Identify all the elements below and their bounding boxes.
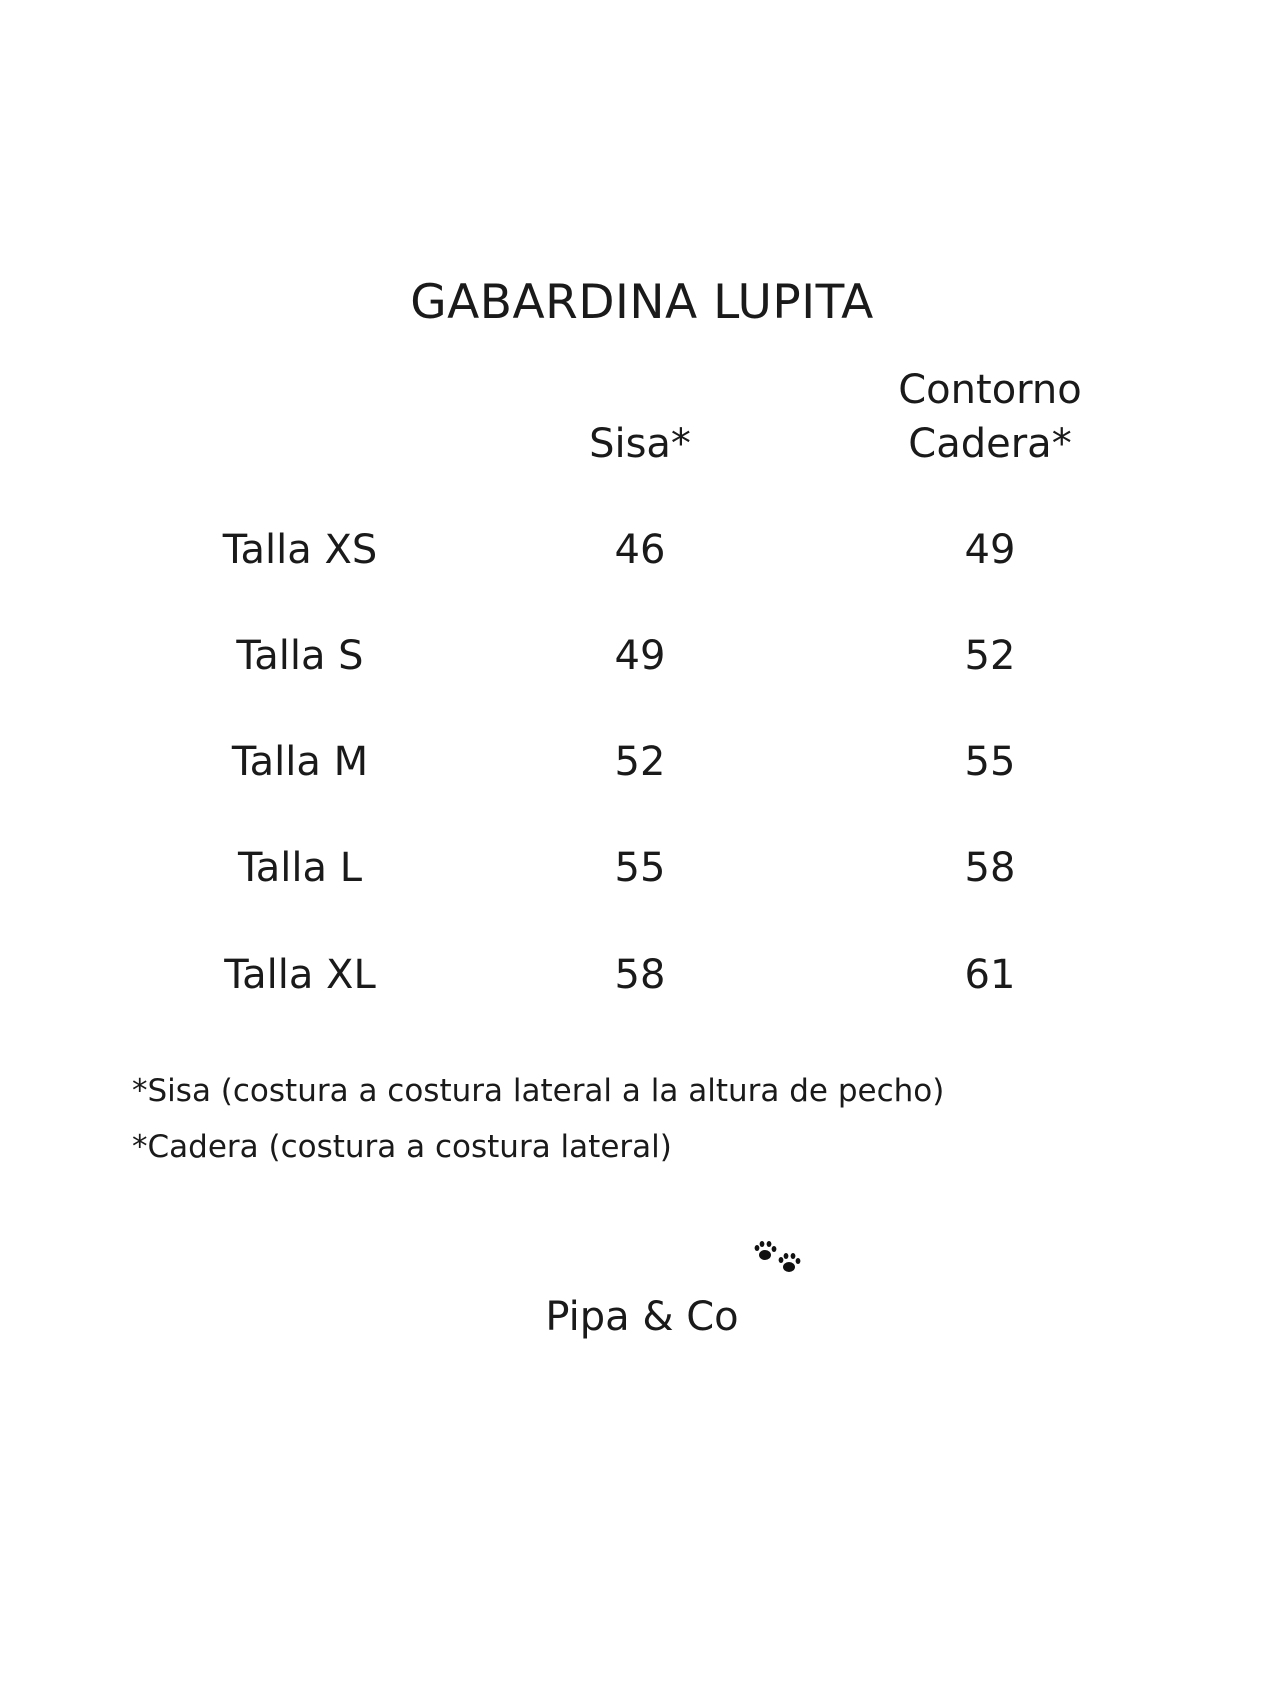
page-title: GABARDINA LUPITA	[410, 275, 874, 331]
cadera-value: 49	[964, 527, 1016, 573]
size-label: Talla L	[237, 845, 363, 891]
header-cadera-line2: Cadera*	[908, 421, 1072, 467]
sisa-value: 55	[614, 845, 666, 891]
cadera-value: 61	[964, 952, 1016, 998]
size-label: Talla XS	[222, 527, 378, 573]
size-label: Talla M	[231, 739, 369, 785]
sisa-value: 49	[614, 633, 666, 679]
sisa-value: 46	[614, 527, 666, 573]
header-sisa	[530, 417, 750, 471]
footnote-sisa: *Sisa (costura a costura lateral a la altura de pecho)	[132, 1073, 945, 1109]
size-label: Talla XL	[224, 952, 376, 998]
cadera-value: 55	[964, 739, 1016, 785]
header-contorno-cadera	[870, 363, 1110, 471]
cadera-value: 52	[964, 633, 1016, 679]
header-cadera-line1: Contorno	[898, 367, 1082, 413]
sisa-value: 58	[614, 952, 666, 998]
size-label: Talla S	[236, 633, 364, 679]
paw-prints-icon	[752, 1240, 808, 1280]
brand-name: Pipa & Co	[545, 1294, 739, 1340]
cadera-value: 58	[964, 845, 1016, 891]
header-sisa-label: Sisa*	[589, 421, 691, 467]
footnote-cadera: *Cadera (costura a costura lateral)	[132, 1129, 672, 1165]
sisa-value: 52	[614, 739, 666, 785]
